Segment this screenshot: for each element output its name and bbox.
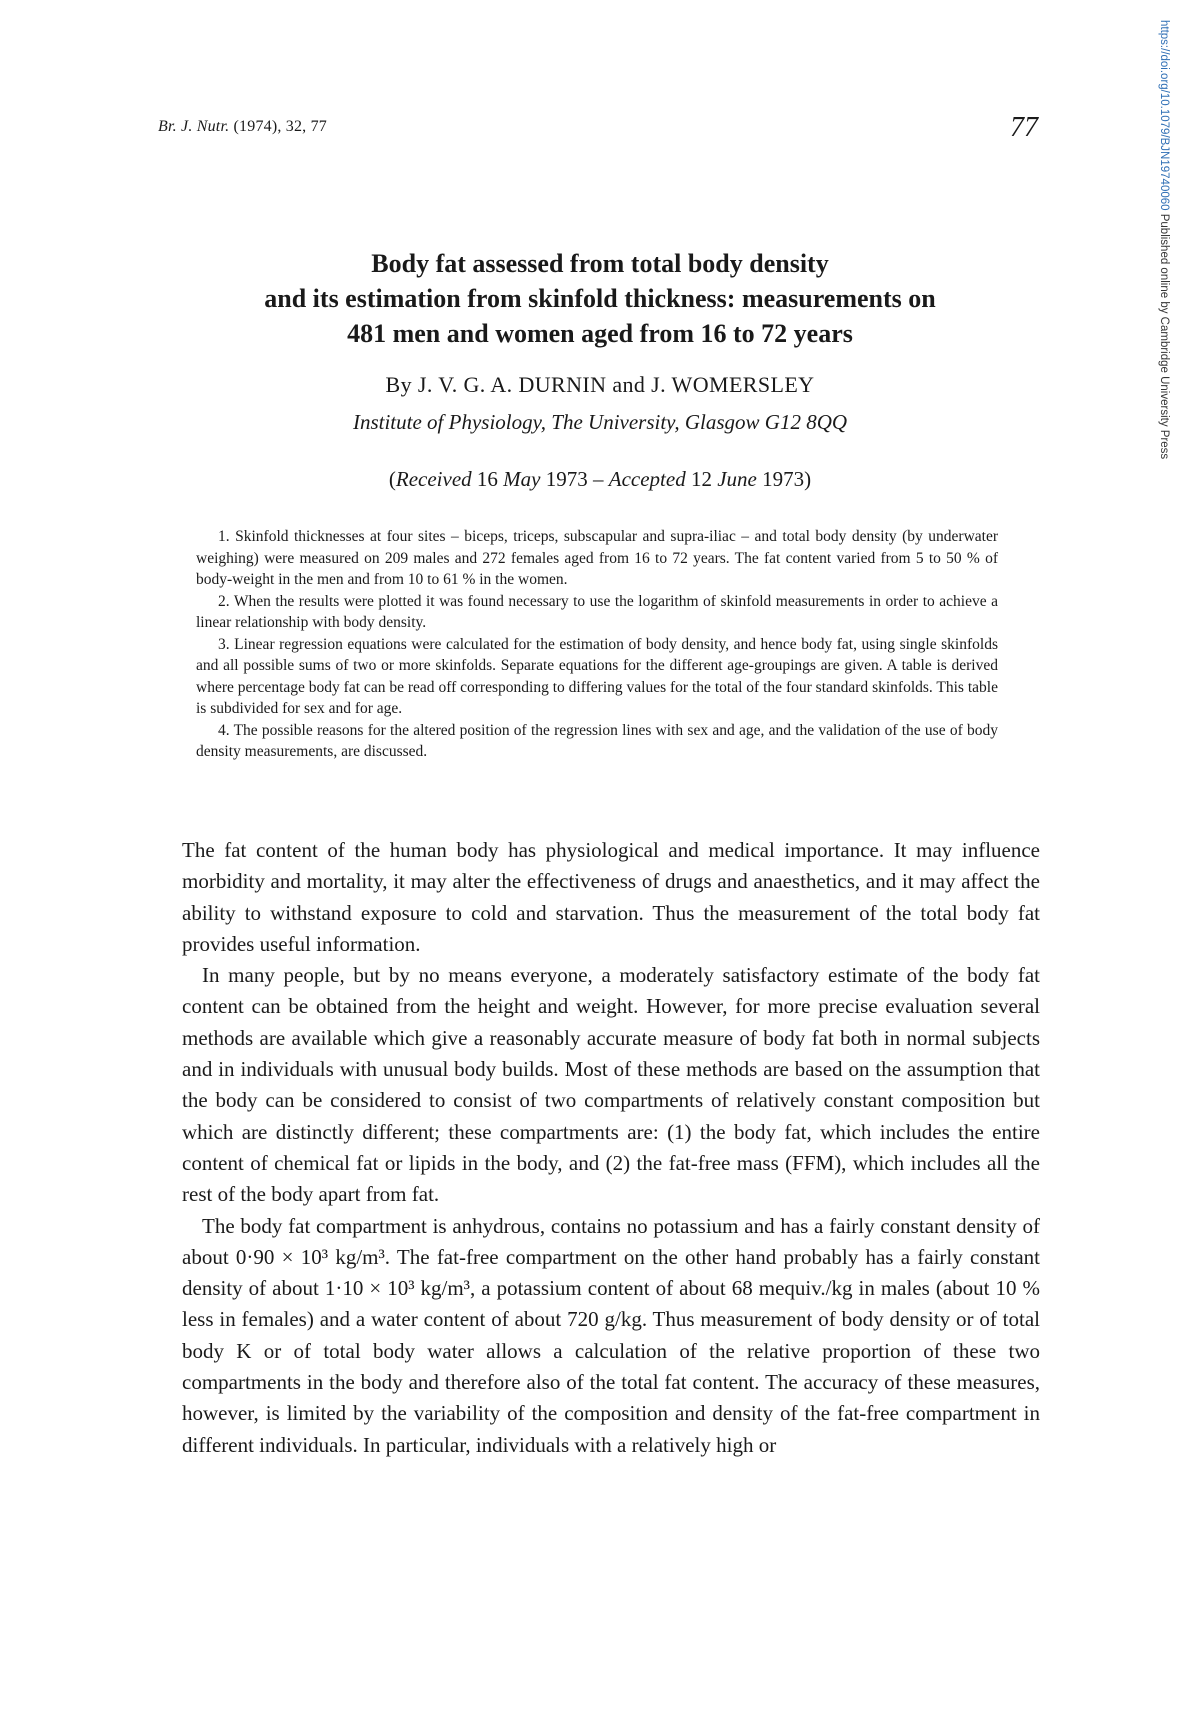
body-paragraph-1: The fat content of the human body has physiological and medical importance. It may influence morbidity and mortality, it may alter the effectiveness of drugs and anaesthetics, and it may affect the ability to withstand exposure to cold and starvation. Thus the measurement of the total body fat provides useful information. xyxy=(182,838,1040,956)
abstract-point-2: 2. When the results were plotted it was found necessary to use the logarithm of skinfold measurements in order to achieve a linear relationship with body density. xyxy=(196,592,998,631)
body-paragraph-2: In many people, but by no means everyone, a moderately satisfactory estimate of the body fat content can be obtained from the height and weight. However, for more precise evaluation several methods are available which give a reasonably accurate measure of body fat both in normal subjects and in individuals with unusual body builds. Most of these methods are based on the assumption that the body can be considered to consist of two compartments of relatively constant composition but which are distinctly different; these compartments are: (1) the body fat, which includes the entire content of chemical fat or lipids in the body, and (2) the fat-free mass (FFM), which includes all the rest of the body apart from fat. xyxy=(182,963,1040,1207)
received-year: 1973 – xyxy=(540,467,609,491)
page-number: 77 xyxy=(1010,112,1038,143)
accepted-month: June xyxy=(717,467,757,491)
abstract xyxy=(196,526,998,763)
received-day: 16 xyxy=(471,467,504,491)
article-title xyxy=(140,246,1060,351)
body-paragraph-3: The body fat compartment is anhydrous, contains no potassium and has a fairly constant density of about 0·90 × 10³ kg/m³. The fat-free compartment on the other hand probably has a fairly constant density of about 1·10 × 10³ kg/m³, a potassium content of about 68 mequiv./kg in males (about 10 % less in females) and a water content of about 720 g/kg. Thus measurement of body density or of total body K or of total body water allows a calculation of the relative proportion of these two compartments in the body and therefore also of the total fat content. The accuracy of these measures, however, is limited by the variability of the composition and density of the fat-free compartment in different individuals. In particular, individuals with a relatively high or xyxy=(182,1213,1040,1457)
received-month: May xyxy=(503,467,541,491)
title-line-3: 481 men and women aged from 16 to 72 years xyxy=(347,319,853,348)
title-line-2: and its estimation from skinfold thickness: measurements on xyxy=(264,284,936,313)
abstract-point-3: 3. Linear regression equations were calculated for the estimation of body density, and hence body fat, using single skinfolds and all possible sums of two or more skinfolds. Separate equations for the different age-groupings are given. A table is derived where percentage body fat can be read off corresponding to differing values for the total of the four standard skinfolds. This table is subdivided for sex and for age. xyxy=(196,635,998,717)
affiliation: Institute of Physiology, The University, Glasgow G12 8QQ xyxy=(352,410,848,434)
accepted-label: Accepted xyxy=(608,467,686,491)
publisher-note: Published online by Cambridge University Press xyxy=(1158,210,1170,460)
received-dates xyxy=(140,467,1060,492)
body-text xyxy=(182,835,1040,1461)
accepted-year: 1973) xyxy=(756,467,812,491)
citation-journal: Br. J. Nutr. xyxy=(158,118,230,135)
journal-citation xyxy=(158,118,327,136)
abstract-point-1: 1. Skinfold thicknesses at four sites – biceps, triceps, subscapular and supra-iliac – and total body density (by underwater weighing) were measured on 209 males and 272 females aged from 16 to 72 years. The fat content varied from 5 to 50 % of body-weight in the men and from 10 to 61 % in the women. xyxy=(196,528,998,588)
title-line-1: Body fat assessed from total body density xyxy=(371,249,829,278)
doi-link[interactable]: https://doi.org/10.1079/BJN19740060 xyxy=(1158,20,1170,211)
accepted-day: 12 xyxy=(685,467,718,491)
abstract-point-4: 4. The possible reasons for the altered position of the regression lines with sex and age, and the validation of the use of body density measurements, are discussed. xyxy=(196,721,998,760)
received-open: ( xyxy=(388,467,396,491)
received-label: Received xyxy=(395,467,472,491)
citation-volume: (1974), 32, 77 xyxy=(233,118,327,135)
publisher-side-note xyxy=(1158,20,1170,459)
authors: By J. V. G. A. DURNIN and J. WOMERSLEY xyxy=(385,372,815,397)
